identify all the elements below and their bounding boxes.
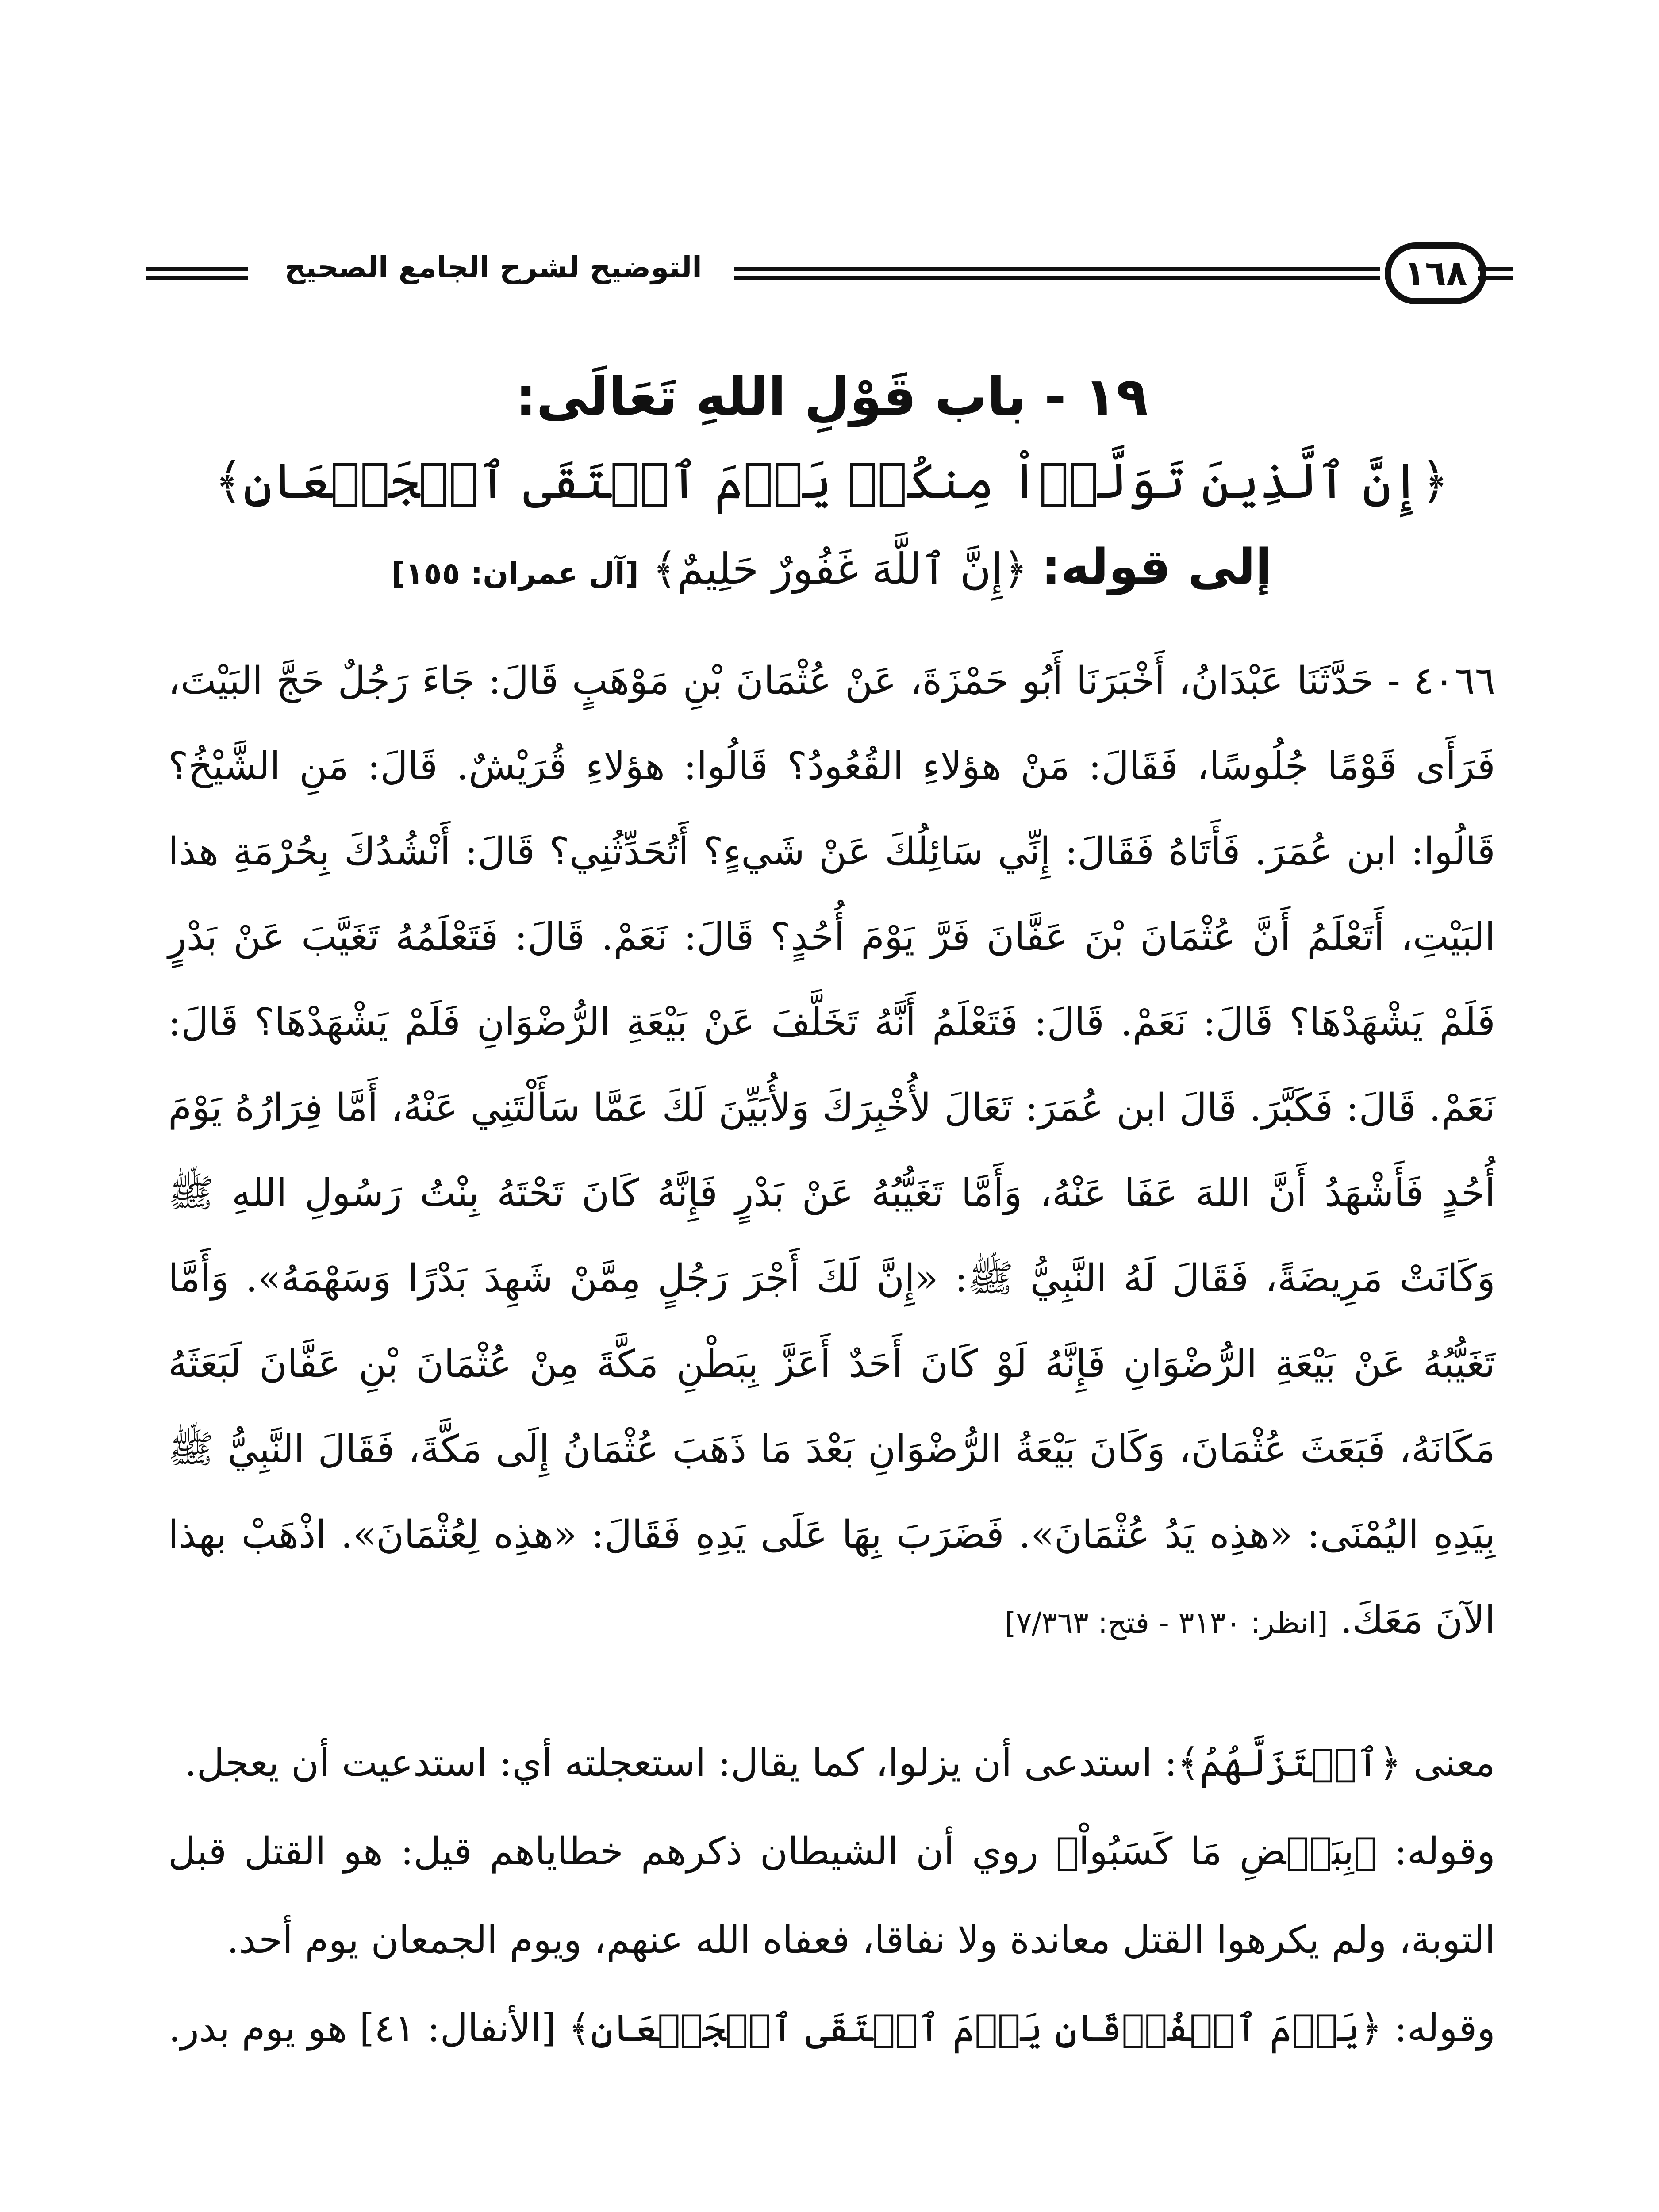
commentary-quote: ﴿ٱسۡتَزَلَّهُمُ﴾ [1177,1740,1402,1785]
commentary-body: [الأنفال: ٤١] هو يوم بدر. [169,2006,568,2051]
page-header [146,242,1500,309]
commentary-prefix: معنى [1401,1740,1495,1785]
running-title: التوضيح لشرح الجامع الصحيح [284,250,702,284]
commentary-paragraph [168,1807,1495,1984]
commentary-paragraph [168,1984,1495,2073]
commentary-quote: ﴿بِبَعۡضِ مَا كَسَبُواْ﴾ [1056,1829,1377,1874]
page-content [168,363,1495,2073]
chapter-verse: ﴿إِنَّ ٱلَّذِينَ تَوَلَّوۡاْ مِنكُمۡ يَوۡمَ ٱلۡتَقَى ٱلۡجَمۡعَانِ﴾ [214,453,1449,511]
header-rule-left [146,267,248,280]
continuation-verse: ﴿إِنَّ ٱللَّهَ غَفُورٌ حَلِيمٌ﴾ [652,544,1028,594]
header-rule-middle [734,267,1380,280]
page-number: ١٦٨ [1385,242,1486,304]
hadith-cross-reference: [انظر: ٣١٣٠ - فتح: ٧/٣٦٣] [1004,1605,1328,1640]
commentary-prefix: وقوله: [1376,1829,1495,1874]
hadith-text [168,638,1495,1666]
commentary-prefix: وقوله: [1382,2006,1495,2051]
chapter-title: ١٩ - باب قَوْلِ اللهِ تَعَالَى: [515,366,1148,427]
continuation-reference: [آل عمران: ١٥٥] [391,556,639,591]
commentary-quote: ﴿يَوۡمَ ٱلۡفُرۡقَانِ يَوۡمَ ٱلۡتَقَى ٱلۡجَمۡعَانِ﴾ [568,2006,1382,2051]
commentary-body: : استدعى أن يزلوا، كما يقال: استعجلته أي: استدعيت أن يعجل. [184,1740,1178,1785]
commentary-paragraph [168,1719,1495,1807]
commentary-body: روي أن الشيطان ذكرهم خطاياهم قيل: هو القتل قبل التوبة، ولم يكرهوا القتل معاندة ولا نفاقا، فعفاه الله عنهم، ويوم الجمعان يوم أحد. [168,1829,1495,1962]
hadith-body: ٤٠٦٦ - حَدَّثَنَا عَبْدَانُ، أَخْبَرَنَا أَبُو حَمْزَةَ، عَنْ عُثْمَانَ بْنِ مَوْهَبٍ قَالَ: جَاءَ رَجُلٌ حَجَّ البَيْتَ، فَرَأَى قَوْمًا جُلُوسًا، فَقَالَ: مَنْ هؤلاءِ القُعُودُ؟ قَالُوا: هؤلاءِ قُرَيْشٌ. قَالَ: مَنِ الشَّيْخُ؟ قَالُوا: ابن عُمَرَ. فَأَتَاهُ فَقَالَ: إِنِّي سَائِلُكَ عَنْ شَيءٍ؟ أَتُحَدِّثُنِي؟ قَالَ: أَنْشُدُكَ بِحُرْمَةِ هذا البَيْتِ، أَتَعْلَمُ أَنَّ عُثْمَانَ بْنَ عَفَّانَ فَرَّ يَوْمَ أُحُدٍ؟ قَالَ: نَعَمْ. قَالَ: فَتَعْلَمُهُ تَغَيَّبَ عَنْ بَدْرٍ فَلَمْ يَشْهَدْهَا؟ قَالَ: نَعَمْ. قَالَ: فَتَعْلَمُ أَنَّهُ تَخَلَّفَ عَنْ بَيْعَةِ الرُّضْوَانِ فَلَمْ يَشْهَدْهَا؟ قَالَ: نَعَمْ. قَالَ: فَكَبَّرَ. قَالَ ابن عُمَرَ: تَعَالَ لأُخْبِرَكَ وَلأُبَيِّنَ لَكَ عَمَّا سَأَلْتَنِي عَنْهُ، أَمَّا فِرَارُهُ يَوْمَ أُحُدٍ فَأَشْهَدُ أَنَّ اللهَ عَفَا عَنْهُ، وَأَمَّا تَغَيُّبُهُ عَنْ بَدْرٍ فَإِنَّهُ كَانَ تَحْتَهُ بِنْتُ رَسُولِ اللهِ ﷺ وَكَانَتْ مَرِيضَةً، فَقَالَ لَهُ النَّبِيُّ ﷺ: «إِنَّ لَكَ أَجْرَ رَجُلٍ مِمَّنْ شَهِدَ بَدْرًا وَسَهْمَهُ». وَأَمَّا تَغَيُّبُهُ عَنْ بَيْعَةِ الرُّضْوَانِ فَإِنَّهُ لَوْ كَانَ أَحَدٌ أَعَزَّ بِبَطْنِ مَكَّةَ مِنْ عُثْمَانَ بْنِ عَفَّانَ لَبَعَثَهُ مَكَانَهُ، فَبَعَثَ عُثْمَانَ، وَكَانَ بَيْعَةُ الرُّضْوَانِ بَعْدَ مَا ذَهَبَ عُثْمَانُ إِلَى مَكَّةَ، فَقَالَ النَّبِيُّ ﷺ بِيَدِهِ اليُمْنَى: «هذِه يَدُ عُثْمَانَ». فَضَرَبَ بِهَا عَلَى يَدِهِ فَقَالَ: «هذِه لِعُثْمَانَ». اذْهَبْ بهذا الآنَ مَعَكَ. [168,658,1495,1642]
continuation-lead: إلى قوله: [1041,538,1272,595]
verse-continuation [168,535,1495,599]
header-rule-right [1478,267,1513,280]
